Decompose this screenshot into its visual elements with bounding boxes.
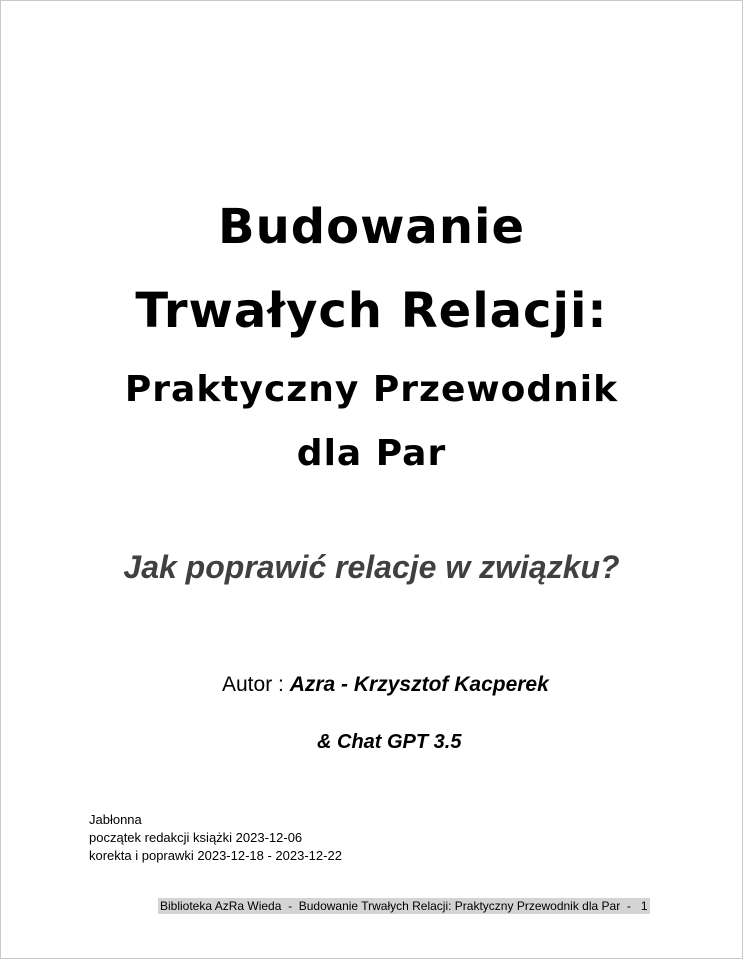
start-note: początek redakcji książki 2023-12-06 (89, 830, 303, 845)
edition-notes (89, 811, 342, 865)
page-footer: Biblioteka AzRa Wieda - Budowanie Trwałych Relacji: Praktyczny Przewodnik dla Par - 1 (160, 899, 648, 913)
title-line-2: Trwałych Relacji: (135, 283, 608, 339)
corrections-note: korekta i poprawki 2023-12-18 - 2023-12-22 (89, 848, 342, 863)
subtitle: Jak poprawić relacje w związku? (123, 549, 620, 585)
title-line-3: Praktyczny Przewodnik (124, 369, 619, 410)
place-note: Jabłonna (89, 812, 142, 827)
title-line-4: dla Par (296, 433, 447, 474)
author-line (222, 673, 549, 697)
title-line-1: Budowanie (217, 199, 525, 255)
author-name: Azra - Krzysztof Kacperek (289, 673, 549, 696)
author-prefix: Autor : (222, 673, 290, 696)
coauthor: & Chat GPT 3.5 (317, 731, 462, 753)
